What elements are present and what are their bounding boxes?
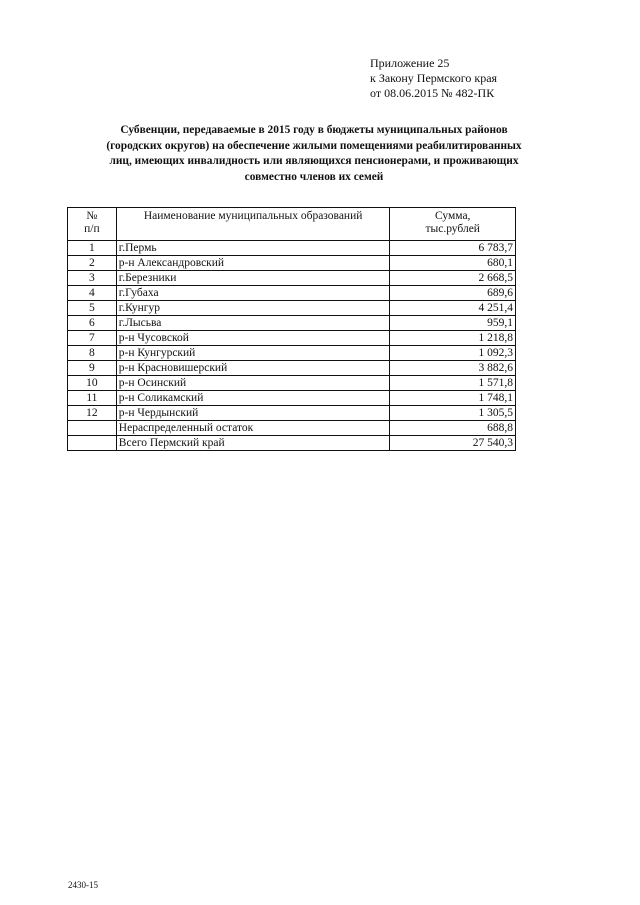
header-name: Наименование муниципальных образований <box>116 208 390 241</box>
row-name: р-н Кунгурский <box>116 346 390 361</box>
row-sum: 1 571,8 <box>390 376 516 391</box>
row-name: р-н Чусовской <box>116 331 390 346</box>
title-line-2: (городских округов) на обеспечение жилыми помещениями реабилитированных <box>106 139 522 152</box>
table-row <box>68 241 516 256</box>
header-sum <box>390 208 516 241</box>
row-number: 6 <box>68 316 117 331</box>
table-row <box>68 271 516 286</box>
row-name: г.Губаха <box>116 286 390 301</box>
row-sum: 1 305,5 <box>390 406 516 421</box>
appendix-header <box>370 56 620 101</box>
row-number: 7 <box>68 331 117 346</box>
row-number: 8 <box>68 346 117 361</box>
row-number: 12 <box>68 406 117 421</box>
table-row <box>68 391 516 406</box>
row-name: г.Лысьва <box>116 316 390 331</box>
table-row <box>68 286 516 301</box>
row-number: 10 <box>68 376 117 391</box>
table-row <box>68 256 516 271</box>
row-sum: 4 251,4 <box>390 301 516 316</box>
table-header-row <box>68 208 516 241</box>
row-sum: 680,1 <box>390 256 516 271</box>
table-row <box>68 376 516 391</box>
title-line-3: лиц, имеющих инвалидность или являющихся пенсионерами, и проживающих <box>109 155 519 167</box>
header-number <box>68 208 117 241</box>
row-sum: 1 748,1 <box>390 391 516 406</box>
row-name: Нераспределенный остаток <box>116 421 390 436</box>
row-name: Всего Пермский край <box>116 436 390 451</box>
row-name: р-н Чердынский <box>116 406 390 421</box>
row-number: 9 <box>68 361 117 376</box>
table-row <box>68 331 516 346</box>
row-number: 2 <box>68 256 117 271</box>
row-sum: 2 668,5 <box>390 271 516 286</box>
row-number <box>68 436 117 451</box>
row-name: г.Кунгур <box>116 301 390 316</box>
header-number-line-2: п/п <box>84 223 100 235</box>
title-line-4: совместно членов их семей <box>244 170 384 183</box>
title-line-1: Субвенции, передаваемые в 2015 году в бюджеты муниципальных районов <box>120 124 508 136</box>
row-name: г.Березники <box>116 271 390 286</box>
table-row <box>68 406 516 421</box>
unallocated-row <box>68 421 516 436</box>
subvention-table <box>67 207 516 451</box>
header-sum-line-2: тыс.рублей <box>425 223 480 235</box>
row-sum: 959,1 <box>390 316 516 331</box>
row-name: р-н Александровский <box>116 256 390 271</box>
row-sum: 3 882,6 <box>390 361 516 376</box>
row-sum: 689,6 <box>390 286 516 301</box>
appendix-line-1: Приложение 25 <box>370 56 450 70</box>
table-row <box>68 301 516 316</box>
row-name: г.Пермь <box>116 241 390 256</box>
row-name: р-н Красновишерский <box>116 361 390 376</box>
table-row <box>68 346 516 361</box>
document-title <box>100 123 528 185</box>
row-number: 5 <box>68 301 117 316</box>
row-number: 4 <box>68 286 117 301</box>
row-number: 11 <box>68 391 117 406</box>
row-sum: 6 783,7 <box>390 241 516 256</box>
row-sum: 688,8 <box>390 421 516 436</box>
table-row <box>68 361 516 376</box>
document-code: 2430-15 <box>68 880 98 890</box>
row-name: р-н Осинский <box>116 376 390 391</box>
row-number: 1 <box>68 241 117 256</box>
row-sum: 1 218,8 <box>390 331 516 346</box>
row-sum: 1 092,3 <box>390 346 516 361</box>
header-number-line-1: № <box>86 210 98 222</box>
header-sum-line-1: Сумма, <box>434 210 471 222</box>
table-row <box>68 316 516 331</box>
appendix-line-2: к Закону Пермского края <box>370 71 498 85</box>
row-name: р-н Соликамский <box>116 391 390 406</box>
row-number: 3 <box>68 271 117 286</box>
row-sum: 27 540,3 <box>390 436 516 451</box>
total-row <box>68 436 516 451</box>
appendix-line-3: от 08.06.2015 № 482-ПК <box>370 86 495 100</box>
row-number <box>68 421 117 436</box>
